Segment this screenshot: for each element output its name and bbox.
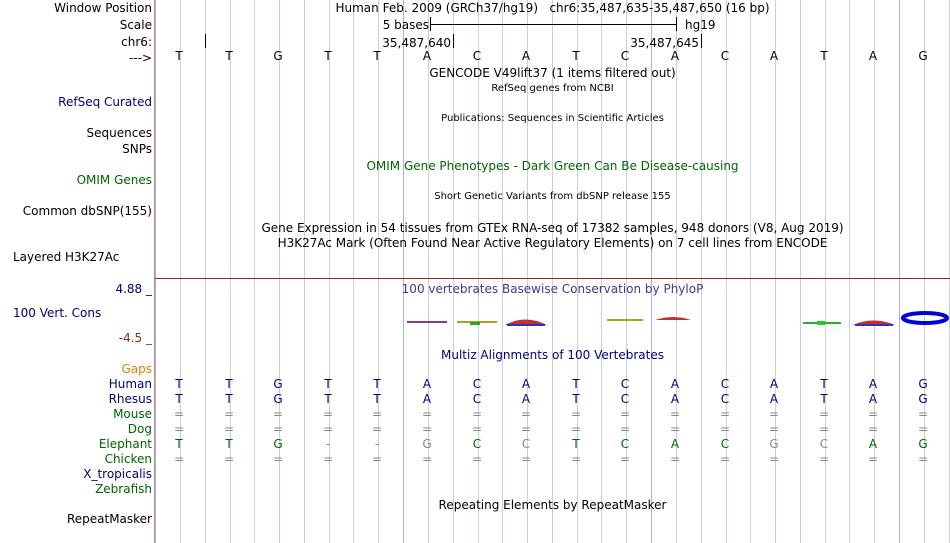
base-letter: T xyxy=(820,49,828,63)
alignment-base: = xyxy=(619,422,631,436)
alignment-base: T xyxy=(373,392,381,406)
alignment-base: A xyxy=(670,392,680,406)
alignment-base: T xyxy=(572,437,580,451)
scale-bases-text: 5 bases xyxy=(382,18,429,32)
scale-label: Scale xyxy=(119,18,152,32)
publications-track-title[interactable]: Publications: Sequences in Scientific Articles xyxy=(441,113,664,124)
alignment-base: = xyxy=(719,407,731,421)
alignment-base: = xyxy=(272,452,284,466)
alignment-base: A xyxy=(868,377,878,391)
alignment-base: T xyxy=(324,392,332,406)
snps-label[interactable]: SNPs xyxy=(122,142,152,156)
alignment-base: = xyxy=(818,422,830,436)
alignment-base: T xyxy=(175,392,183,406)
alignment-base: G xyxy=(769,437,779,451)
base-letter: C xyxy=(620,49,630,63)
alignment-base: T xyxy=(324,377,332,391)
alignment-base: = xyxy=(322,407,334,421)
species-label[interactable]: Zebrafish xyxy=(95,482,152,496)
scale-bar-end-tick xyxy=(676,17,677,31)
alignment-base: C xyxy=(472,392,482,406)
alignment-base: = xyxy=(421,452,433,466)
alignment-base: = xyxy=(471,422,483,436)
alignment-base: = xyxy=(768,407,780,421)
window-position-text xyxy=(155,1,950,15)
alignment-base: A xyxy=(521,377,531,391)
species-label[interactable]: Chicken xyxy=(104,452,152,466)
alignment-base: = xyxy=(173,407,185,421)
browser-track-area[interactable] xyxy=(155,0,950,543)
conservation-max-label: 4.88 _ xyxy=(115,282,152,296)
alignment-base: = xyxy=(818,407,830,421)
alignment-base: G xyxy=(273,377,283,391)
base-letter: A xyxy=(769,49,779,63)
alignment-base: = xyxy=(223,422,235,436)
alignment-base: C xyxy=(521,437,531,451)
refseq-track-title[interactable]: RefSeq genes from NCBI xyxy=(491,83,614,94)
alignment-base: = xyxy=(272,407,284,421)
phylop-mark xyxy=(655,317,691,320)
layered-h3k27ac-label[interactable]: Layered H3K27Ac xyxy=(13,250,120,264)
base-letter: A xyxy=(670,49,680,63)
alignment-base: = xyxy=(619,407,631,421)
alignment-base: = xyxy=(719,422,731,436)
alignment-base: T xyxy=(225,377,233,391)
vert-cons-label[interactable]: 100 Vert. Cons xyxy=(13,306,102,320)
alignment-base: = xyxy=(371,407,383,421)
alignment-base: G xyxy=(273,392,283,406)
h3k27ac-track-title[interactable]: H3K27Ac Mark (Often Found Near Active Regulatory Elements) on 7 cell lines from ENCODE xyxy=(277,236,828,250)
alignment-base: = xyxy=(570,407,582,421)
phylop-mark xyxy=(507,324,545,326)
window-coordinates: chr6:35,487,635-35,487,650 (16 bp) xyxy=(549,1,770,15)
alignment-base: A xyxy=(868,437,878,451)
alignment-base: = xyxy=(768,422,780,436)
alignment-base: = xyxy=(818,452,830,466)
alignment-base: C xyxy=(720,392,730,406)
scale-bar-start-tick xyxy=(430,17,431,31)
phylop-mark xyxy=(903,313,947,323)
alignment-base: A xyxy=(769,392,779,406)
base-letter: C xyxy=(720,49,730,63)
alignment-base: T xyxy=(820,377,828,391)
scale-db-text: hg19 xyxy=(685,18,716,32)
species-label[interactable]: X_tropicalis xyxy=(83,467,152,481)
base-letter: T xyxy=(225,49,233,63)
alignment-base: = xyxy=(669,407,681,421)
alignment-base: T xyxy=(820,392,828,406)
assembly-name: Human Feb. 2009 (GRCh37/hg19) xyxy=(335,1,538,15)
species-label[interactable]: Human xyxy=(108,377,152,391)
alignment-base: C xyxy=(620,392,630,406)
phylop-mark xyxy=(855,324,893,326)
alignment-base: = xyxy=(272,422,284,436)
alignment-base: = xyxy=(867,407,879,421)
base-letter: G xyxy=(918,49,928,63)
phylop-mark xyxy=(407,321,447,323)
gtex-track-title[interactable]: Gene Expression in 54 tissues from GTEx RNA-seq of 17382 samples, 948 donors (V8, Aug 2019) xyxy=(261,221,844,235)
alignment-base: = xyxy=(223,407,235,421)
alignment-base: = xyxy=(917,407,929,421)
alignment-base: T xyxy=(225,392,233,406)
alignment-base: T xyxy=(175,437,183,451)
species-label[interactable]: Mouse xyxy=(113,407,152,421)
alignment-base: = xyxy=(669,422,681,436)
alignment-base: C xyxy=(819,437,829,451)
base-letter: T xyxy=(373,49,381,63)
alignment-base: = xyxy=(917,422,929,436)
alignment-base: A xyxy=(769,377,779,391)
alignment-base: T xyxy=(572,392,580,406)
alignment-base: A xyxy=(868,392,878,406)
alignment-base: G xyxy=(422,437,432,451)
alignment-base: - xyxy=(325,437,331,451)
alignment-base: C xyxy=(720,437,730,451)
alignment-base: = xyxy=(471,407,483,421)
alignment-base: A xyxy=(521,392,531,406)
alignment-base: A xyxy=(670,437,680,451)
strand-label[interactable]: ---> xyxy=(128,51,152,65)
alignment-base: C xyxy=(472,377,482,391)
omim-track-title[interactable]: OMIM Gene Phenotypes - Dark Green Can Be Disease-causing xyxy=(366,159,739,173)
alignment-base: = xyxy=(719,452,731,466)
alignment-base: G xyxy=(918,437,928,451)
alignment-base: = xyxy=(669,452,681,466)
species-label[interactable]: Dog xyxy=(127,422,152,436)
alignment-base: G xyxy=(918,377,928,391)
alignment-base: = xyxy=(520,407,532,421)
alignment-base: C xyxy=(720,377,730,391)
species-label[interactable]: Elephant xyxy=(98,437,152,451)
alignment-base: T xyxy=(175,377,183,391)
conservation-min-label: -4.5 _ xyxy=(118,331,152,345)
alignment-base: = xyxy=(520,422,532,436)
repeatmasker-label[interactable]: RepeatMasker xyxy=(66,512,152,526)
alignment-base: = xyxy=(322,452,334,466)
alignment-base: = xyxy=(322,422,334,436)
alignment-base: = xyxy=(421,422,433,436)
alignment-base: A xyxy=(670,377,680,391)
refseq-curated-label[interactable]: RefSeq Curated xyxy=(58,95,152,109)
alignment-base: = xyxy=(570,452,582,466)
window-position-label: Window Position xyxy=(54,1,152,15)
alignment-base: G xyxy=(273,437,283,451)
gencode-track-title[interactable]: GENCODE V49lift37 (1 items filtered out) xyxy=(429,66,676,80)
base-letter: A xyxy=(868,49,878,63)
ruler-coord-label: 35,487,640 xyxy=(382,36,451,50)
alignment-base: C xyxy=(620,437,630,451)
alignment-base: = xyxy=(520,452,532,466)
phylop-mark xyxy=(607,319,643,321)
base-letter: C xyxy=(472,49,482,63)
alignment-base: A xyxy=(422,392,432,406)
phylop-mark xyxy=(817,321,825,325)
scale-bar xyxy=(430,24,677,25)
ruler-tick xyxy=(453,34,454,48)
repeatmasker-track-title[interactable]: Repeating Elements by RepeatMasker xyxy=(438,498,667,512)
base-letter: A xyxy=(422,49,432,63)
alignment-base: = xyxy=(471,452,483,466)
track-labels xyxy=(0,0,155,543)
ruler-coord-label: 35,487,645 xyxy=(630,36,699,50)
alignment-base: = xyxy=(173,422,185,436)
omim-genes-label[interactable]: OMIM Genes xyxy=(76,173,152,187)
alignment-base: T xyxy=(225,437,233,451)
alignment-base: = xyxy=(371,422,383,436)
common-dbsnp-label[interactable]: Common dbSNP(155) xyxy=(22,204,152,218)
ruler-tick xyxy=(701,34,702,48)
base-letter: T xyxy=(175,49,183,63)
alignment-base: A xyxy=(422,377,432,391)
alignment-base: = xyxy=(223,452,235,466)
base-letter: A xyxy=(521,49,531,63)
alignment-base: = xyxy=(867,422,879,436)
base-letter: T xyxy=(572,49,580,63)
alignment-base: = xyxy=(867,452,879,466)
alignment-base: = xyxy=(371,452,383,466)
dbsnp-track-title[interactable]: Short Genetic Variants from dbSNP release 155 xyxy=(434,191,671,202)
alignment-base: T xyxy=(373,377,381,391)
species-label[interactable]: Rhesus xyxy=(108,392,152,406)
chr-label: chr6: xyxy=(121,35,152,49)
conservation-logo xyxy=(155,300,950,340)
alignment-base: T xyxy=(572,377,580,391)
alignment-base: G xyxy=(918,392,928,406)
alignment-base: = xyxy=(570,422,582,436)
alignment-base: = xyxy=(917,452,929,466)
alignment-base: = xyxy=(173,452,185,466)
alignment-base: C xyxy=(472,437,482,451)
base-letter: G xyxy=(273,49,283,63)
alignment-base: = xyxy=(768,452,780,466)
alignment-base: = xyxy=(619,452,631,466)
base-letter: T xyxy=(324,49,332,63)
conservation-track-title[interactable]: 100 vertebrates Basewise Conservation by PhyloP xyxy=(401,282,704,296)
alignment-base: = xyxy=(421,407,433,421)
phylop-mark xyxy=(470,322,480,325)
ruler-tick xyxy=(205,34,206,48)
alignment-base: C xyxy=(620,377,630,391)
gaps-label[interactable]: Gaps xyxy=(121,362,152,376)
alignment-base: - xyxy=(374,437,380,451)
sequences-label[interactable]: Sequences xyxy=(86,126,152,140)
track-separator xyxy=(155,278,950,279)
multiz-track-title[interactable]: Multiz Alignments of 100 Vertebrates xyxy=(440,348,665,362)
